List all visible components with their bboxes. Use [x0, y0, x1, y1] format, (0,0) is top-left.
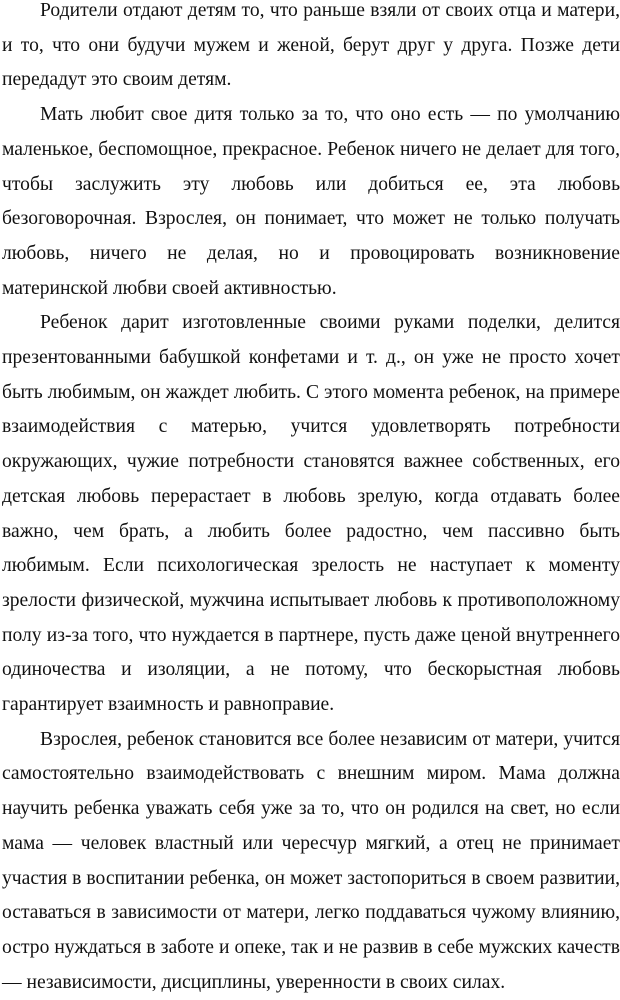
paragraph-2: Мать любит свое дитя только за то, что оно есть — по умолчанию маленькое, беспомощное, прекрасное. Ребенок ничего не делает для того, чтобы заслужить эту любовь или добиться ее, эта любовь безоговорочная. Взрослея, он понимает, что может не только получать любовь, ничего не делая, но и провоцировать возникновение материнской любви своей активностью.	[2, 104, 620, 299]
paragraph-1: Родители отдают детям то, что раньше взяли от своих отца и матери, и то, что они будучи мужем и женой, берут друг у друга. Позже дети передадут это своим детям.	[2, 0, 620, 91]
paragraph-3: Ребенок дарит изготовленные своими руками поделки, делится презентованными бабушкой конфетами и т. д., он уже не просто хочет быть любимым, он жаждет любить. С этого момента ребенок, на примере взаимодействия с матерью, учится удовлетворять потребности окружающих, чужие потребности становятся важнее собственных, его детская любовь перерастает в любовь зрелую, когда отдавать более важно, чем брать, а любить более радостно, чем пассивно быть любимым. Если психологическая зрелость не наступает к моменту зрелости физической, мужчина испытывает любовь к противоположному полу из-за того, что нуждается в партнере, пусть даже ценой внутреннего одиночества и изоляции, а не потому, что бескорыстная любовь гарантирует взаимность и равноправие.	[2, 312, 620, 716]
paragraph-4: Взрослея, ребенок становится все более независим от матери, учится самостоятельно взаимодействовать с внешним миром. Мама должна научить ребенка уважать себя уже за то, что он родился на свет, но если мама — человек властный или чересчур мягкий, а отец не принимает участия в воспитании ребенка, он может застопориться в своем развитии, оставаться в зависимости от матери, легко поддаваться чужому влиянию, остро нуждаться в заботе и опеке, так и не развив в себе мужских качеств — независимости, дисциплины, уверенности в своих силах.	[2, 728, 620, 993]
